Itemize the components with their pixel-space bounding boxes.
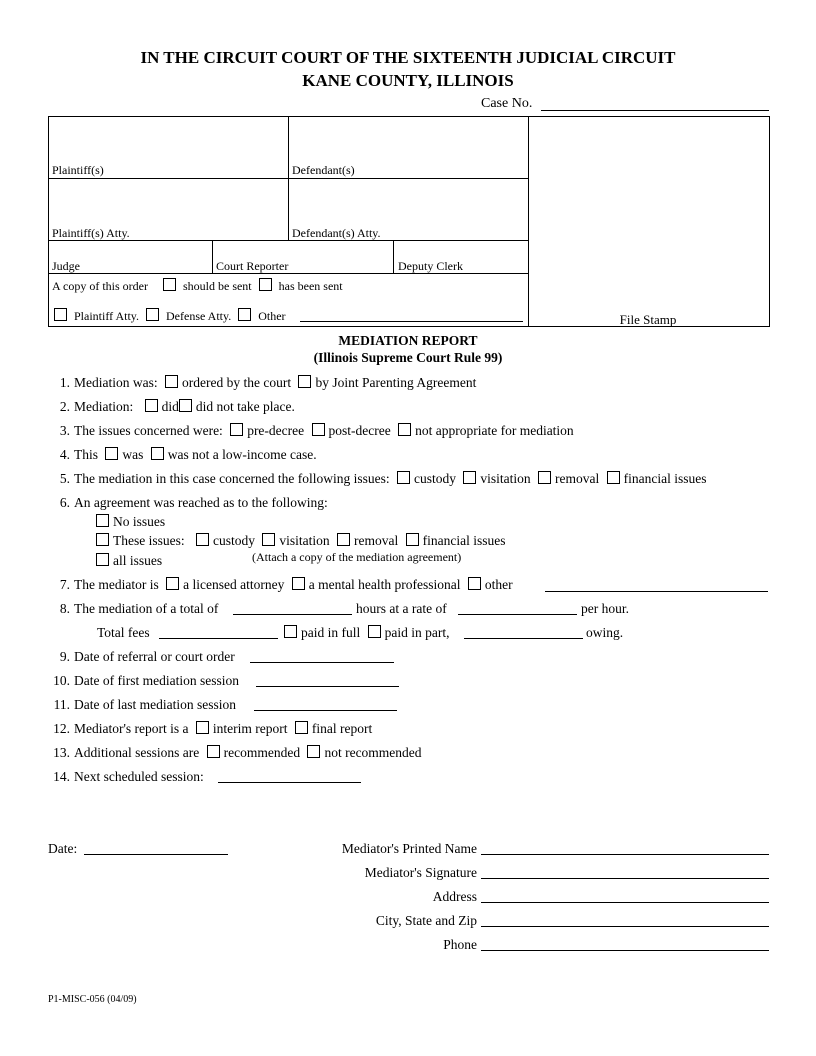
- report-subtitle: (Illinois Supreme Court Rule 99): [313, 350, 503, 365]
- item-1: 1. Mediation was: ordered by the court by Joint Parenting Agreement: [59, 375, 477, 390]
- item-6: 6. An agreement was reached as to the following:: [59, 495, 328, 510]
- next-session-field[interactable]: [218, 768, 361, 783]
- no-issues-checkbox[interactable]: [96, 514, 109, 527]
- agreement-these-issues: These issues: custody visitation removal financial issues: [92, 533, 505, 549]
- other-checkbox[interactable]: [238, 308, 251, 321]
- pre-decree-checkbox[interactable]: [230, 423, 243, 436]
- plaintiff-atty-cb-label: Plaintiff Atty.: [74, 309, 140, 323]
- copy-order-label: A copy of this order: [52, 279, 148, 293]
- all-issues-checkbox[interactable]: [96, 553, 109, 566]
- plaintiff-label: Plaintiff(s): [52, 163, 104, 177]
- phone-field[interactable]: [481, 936, 769, 951]
- court-title-line1: IN THE CIRCUIT COURT OF THE SIXTEENTH JUDICIAL CIRCUIT: [140, 48, 676, 67]
- item-10: 10. Date of first mediation session: [53, 673, 239, 688]
- post-decree-checkbox[interactable]: [312, 423, 325, 436]
- defendant-label: Defendant(s): [292, 163, 355, 177]
- paid-in-part-checkbox[interactable]: [368, 625, 381, 638]
- mediator-other-field[interactable]: [545, 577, 768, 592]
- court-reporter-label: Court Reporter: [216, 259, 289, 273]
- item-9: 9. Date of referral or court order: [59, 649, 235, 664]
- signature-field[interactable]: [481, 864, 769, 879]
- issue-removal-checkbox[interactable]: [538, 471, 551, 484]
- fees-paid-row: paid in full paid in part,: [280, 625, 449, 641]
- has-been-sent-label: has been sent: [278, 279, 343, 293]
- item-4: 4. This was was not a low-income case.: [59, 447, 317, 462]
- city-state-zip-field[interactable]: [481, 912, 769, 927]
- joint-parenting-checkbox[interactable]: [298, 375, 311, 388]
- owing-label: owing.: [586, 625, 624, 640]
- item-13: 13. Additional sessions are recommended not recommended: [53, 745, 422, 760]
- other-recipient-field[interactable]: [300, 307, 523, 322]
- address-field[interactable]: [481, 888, 769, 903]
- these-issues-checkbox[interactable]: [96, 533, 109, 546]
- defense-atty-cb-label: Defense Atty.: [166, 309, 232, 323]
- agreement-no-issues: No issues: [92, 514, 165, 530]
- recommended-checkbox[interactable]: [207, 745, 220, 758]
- total-fees-field[interactable]: [159, 624, 278, 639]
- address-label: Address: [432, 889, 477, 904]
- attach-note: (Attach a copy of the mediation agreement): [252, 550, 462, 564]
- copy-order-row: [52, 278, 343, 294]
- agreement-custody-checkbox[interactable]: [196, 533, 209, 546]
- agreement-all-issues: all issues: [92, 553, 162, 569]
- case-no-field[interactable]: [541, 96, 769, 111]
- last-session-date-field[interactable]: [254, 696, 397, 711]
- not-appropriate-checkbox[interactable]: [398, 423, 411, 436]
- agreement-visitation-checkbox[interactable]: [262, 533, 275, 546]
- interim-report-checkbox[interactable]: [196, 721, 209, 734]
- deputy-clerk-label: Deputy Clerk: [398, 259, 463, 273]
- has-been-sent-checkbox[interactable]: [259, 278, 272, 291]
- hours-rate-label: hours at a rate of: [356, 601, 447, 616]
- final-report-checkbox[interactable]: [295, 721, 308, 734]
- referral-date-field[interactable]: [250, 648, 394, 663]
- first-session-date-field[interactable]: [256, 672, 399, 687]
- item-12: 12. Mediator's report is a interim report final report: [53, 721, 373, 736]
- issue-custody-checkbox[interactable]: [397, 471, 410, 484]
- ordered-by-court-checkbox[interactable]: [165, 375, 178, 388]
- should-be-sent-label: should be sent: [182, 279, 252, 293]
- mediator-other-checkbox[interactable]: [468, 577, 481, 590]
- licensed-attorney-checkbox[interactable]: [166, 577, 179, 590]
- did-not-checkbox[interactable]: [179, 399, 192, 412]
- other-cb-label: Other: [258, 309, 286, 323]
- item-3: 3. The issues concerned were: pre-decree post-decree not appropriate for mediation: [59, 423, 574, 438]
- total-fees-label: Total fees: [97, 625, 150, 640]
- issue-visitation-checkbox[interactable]: [463, 471, 476, 484]
- item-8: 8. The mediation of a total of: [59, 601, 219, 616]
- agreement-removal-checkbox[interactable]: [337, 533, 350, 546]
- signature-label: Mediator's Signature: [364, 865, 477, 880]
- was-checkbox[interactable]: [105, 447, 118, 460]
- plaintiff-atty-checkbox[interactable]: [54, 308, 67, 321]
- city-state-zip-label: City, State and Zip: [375, 913, 477, 928]
- copy-recipient-row: [50, 308, 286, 324]
- phone-label: Phone: [443, 937, 477, 952]
- printed-name-field[interactable]: [481, 840, 769, 855]
- issue-financial-checkbox[interactable]: [607, 471, 620, 484]
- defense-atty-checkbox[interactable]: [146, 308, 159, 321]
- amount-owing-field[interactable]: [464, 624, 583, 639]
- mental-health-checkbox[interactable]: [292, 577, 305, 590]
- form-id: P1-MISC-056 (04/09): [48, 994, 137, 1005]
- not-recommended-checkbox[interactable]: [307, 745, 320, 758]
- per-hour-label: per hour.: [581, 601, 629, 616]
- hourly-rate-field[interactable]: [458, 600, 577, 615]
- item-2: 2. Mediation: did did not take place.: [59, 399, 295, 414]
- total-hours-field[interactable]: [233, 600, 352, 615]
- date-field[interactable]: [84, 840, 228, 855]
- printed-name-label: Mediator's Printed Name: [341, 841, 477, 856]
- judge-label: Judge: [52, 259, 80, 273]
- paid-in-full-checkbox[interactable]: [284, 625, 297, 638]
- plaintiff-atty-label: Plaintiff(s) Atty.: [52, 226, 130, 240]
- report-title: MEDIATION REPORT: [338, 333, 478, 348]
- did-checkbox[interactable]: [145, 399, 158, 412]
- item-14: 14. Next scheduled session:: [53, 769, 204, 784]
- should-be-sent-checkbox[interactable]: [163, 278, 176, 291]
- case-no-label: Case No.: [481, 96, 533, 111]
- item-11: 11. Date of last mediation session: [53, 697, 236, 712]
- date-label: Date:: [48, 841, 78, 856]
- agreement-financial-checkbox[interactable]: [406, 533, 419, 546]
- caption-table: [48, 116, 770, 327]
- defendant-atty-label: Defendant(s) Atty.: [292, 226, 381, 240]
- item-5: 5. The mediation in this case concerned the following issues: custody visitation removal financial issues: [59, 471, 707, 486]
- item-7: 7. The mediator is a licensed attorney a mental health professional other: [59, 577, 513, 592]
- file-stamp-label: File Stamp: [619, 312, 677, 327]
- was-not-checkbox[interactable]: [151, 447, 164, 460]
- court-title-line2: KANE COUNTY, ILLINOIS: [302, 71, 514, 90]
